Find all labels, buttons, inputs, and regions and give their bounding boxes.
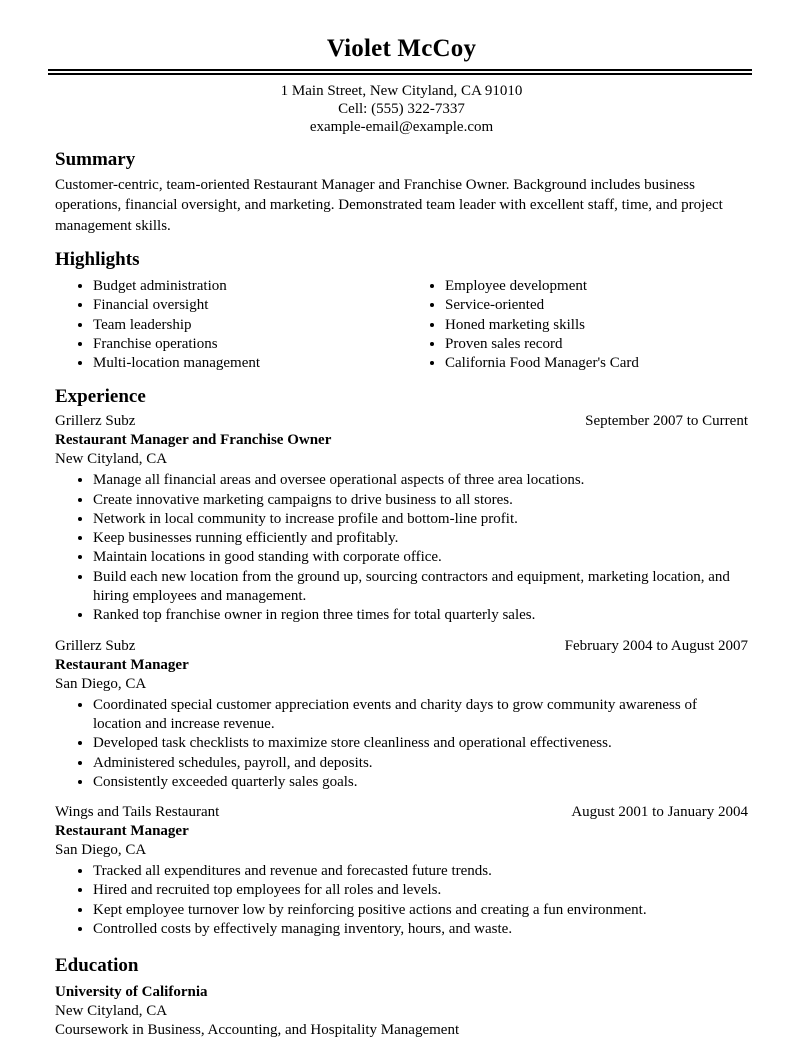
highlight-item: • Financial oversight — [93, 296, 407, 315]
job-bullet: • Manage all financial areas and oversee operational aspects of three area locations. — [93, 471, 748, 490]
candidate-name: Violet McCoy — [326, 35, 477, 62]
job-location: San Diego, CA — [55, 675, 147, 692]
highlight-item: • Honed marketing skills — [445, 316, 748, 335]
job-bullet: • Coordinated special customer appreciation events and charity days to grow community awareness of location and increase revenue. — [93, 696, 748, 735]
header-divider — [48, 69, 752, 75]
highlights-list-left — [55, 277, 407, 373]
contact-phone: Cell: (555) 322-7337 — [338, 100, 465, 117]
job-bullet: • Consistently exceeded quarterly sales goals. — [93, 773, 748, 792]
job-header — [55, 637, 748, 656]
highlight-item: • Proven sales record — [445, 335, 748, 354]
job-bullet: • Maintain locations in good standing with corporate office. — [93, 548, 748, 567]
highlight-item: • Team leadership — [93, 316, 407, 335]
highlight-item: • Employee development — [445, 277, 748, 296]
education-coursework: Coursework in Business, Accounting, and Hospitality Management — [55, 1022, 460, 1039]
highlight-item: • Multi-location management — [93, 354, 407, 373]
job-title: Restaurant Manager — [55, 823, 189, 840]
job-location: New Cityland, CA — [55, 451, 168, 468]
job-bullet: • Hired and recruited top employees for all roles and levels. — [93, 881, 748, 900]
experience-job — [55, 803, 748, 939]
education-school: University of California — [55, 984, 208, 1001]
job-bullets — [55, 862, 748, 939]
job-bullet: • Kept employee turnover low by reinforcing positive actions and creating a fun environment. — [93, 901, 748, 920]
experience-heading: Experience — [55, 386, 146, 408]
resume-header — [55, 35, 748, 136]
contact-address: 1 Main Street, New Cityland, CA 91010 — [280, 82, 523, 99]
job-company: Grillerz Subz — [55, 413, 136, 430]
job-dates: September 2007 to Current — [585, 413, 748, 430]
job-header — [55, 412, 748, 431]
highlight-item: • California Food Manager's Card — [445, 354, 748, 373]
highlight-item: • Franchise operations — [93, 335, 407, 354]
summary-text: Customer-centric, team-oriented Restaurant Manager and Franchise Owner. Background includes business operations, financial oversight, and marketing. Demonstrated team leader with excellent staff, time, and project management skills. — [55, 176, 723, 234]
job-bullet: • Ranked top franchise owner in region three times for total quarterly sales. — [93, 606, 748, 625]
job-bullet: • Network in local community to increase profile and bottom-line profit. — [93, 510, 748, 529]
education-heading: Education — [55, 955, 139, 977]
job-bullet: • Administered schedules, payroll, and deposits. — [93, 754, 748, 773]
highlights-heading: Highlights — [55, 249, 140, 271]
experience-job — [55, 412, 748, 625]
highlight-item: • Budget administration — [93, 277, 407, 296]
job-bullet: • Tracked all expenditures and revenue and forecasted future trends. — [93, 862, 748, 881]
job-bullet: • Create innovative marketing campaigns to drive business to all stores. — [93, 491, 748, 510]
experience-job — [55, 637, 748, 792]
job-bullets — [55, 696, 748, 792]
job-company: Wings and Tails Restaurant — [55, 804, 220, 821]
job-dates: February 2004 to August 2007 — [564, 637, 748, 654]
job-bullet: • Controlled costs by effectively managing inventory, hours, and waste. — [93, 920, 748, 939]
job-bullet: • Keep businesses running efficiently and profitably. — [93, 529, 748, 548]
summary-heading: Summary — [55, 148, 136, 170]
job-company: Grillerz Subz — [55, 637, 136, 654]
job-dates: August 2001 to January 2004 — [571, 804, 748, 821]
contact-block — [55, 82, 748, 136]
job-title: Restaurant Manager and Franchise Owner — [55, 432, 332, 449]
education-location: New Cityland, CA — [55, 1003, 168, 1020]
highlights-section — [55, 249, 748, 373]
highlights-columns — [55, 275, 748, 373]
job-bullet: • Developed task checklists to maximize store cleanliness and operational effectiveness. — [93, 734, 748, 753]
contact-email: example-email@example.com — [309, 118, 494, 135]
job-header — [55, 803, 748, 822]
job-bullets — [55, 471, 748, 625]
job-location: San Diego, CA — [55, 842, 147, 859]
job-bullet: • Build each new location from the ground up, sourcing contractors and equipment, marketing location, and hiring employees and management. — [93, 568, 748, 607]
education-section — [55, 955, 748, 1040]
highlight-item: • Service-oriented — [445, 296, 748, 315]
highlights-list-right — [407, 277, 748, 373]
job-title: Restaurant Manager — [55, 656, 189, 673]
summary-section — [55, 149, 748, 236]
experience-section — [55, 386, 748, 939]
